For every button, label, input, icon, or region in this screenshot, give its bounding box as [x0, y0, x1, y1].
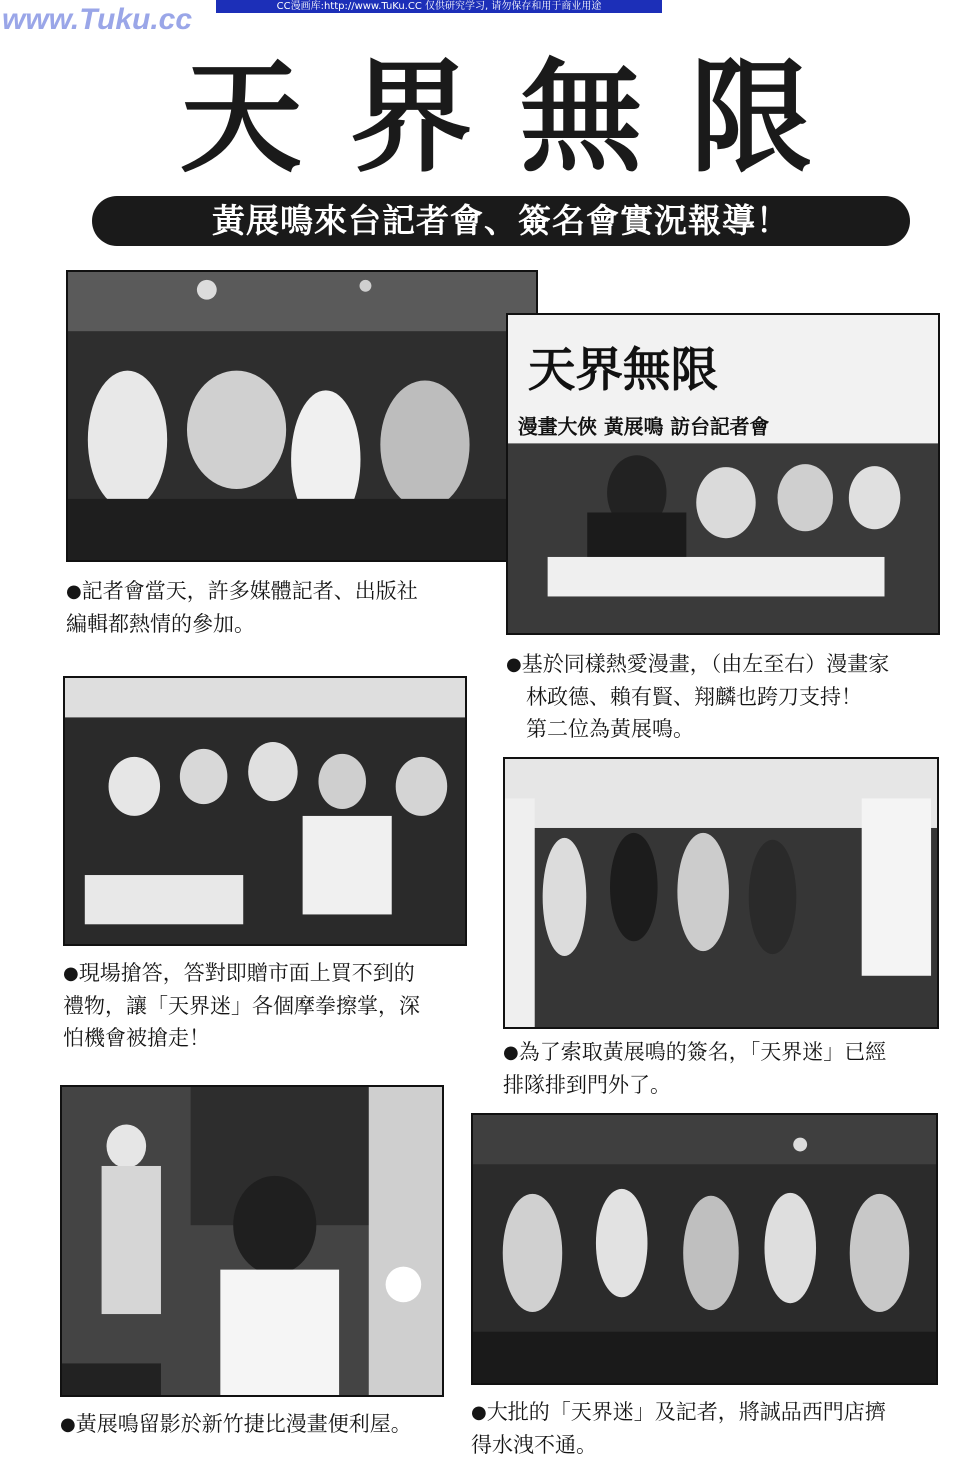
caption-quiz-crowd: ●現場搶答，答對即贈市面上買不到的 禮物，讓「天界迷」各個摩拳擦掌，深 怕機會被搶走！: [63, 961, 420, 1050]
caption-artists-table: ●基於同樣熱愛漫畫，（由左至右）漫畫家 林政德、賴有賢、翔麟也跨刀支持！ 第二位為黃展鳴。: [506, 652, 890, 741]
photo-artists-table: [506, 313, 940, 635]
photo-press-conference: [66, 270, 538, 562]
poster-title-text: 天界無限: [527, 342, 718, 399]
poster-banner-text: 漫畫大俠 黃展鳴 訪台記者會: [517, 415, 770, 439]
photo-comic-shop: [60, 1085, 444, 1397]
page-title: 天界無限: [180, 45, 860, 189]
watermark-banner: CC漫画库:http://www.TuKu.CC 仅供研究学习, 请勿保存和用于商业用途: [216, 0, 662, 13]
photo-bookstore-crowd: [471, 1113, 938, 1385]
subtitle-banner: 黃展鳴來台記者會、簽名會實況報導！: [92, 196, 910, 246]
caption-autograph-queue: ●為了索取黃展鳴的簽名，「天界迷」已經 排隊排到門外了。: [503, 1040, 887, 1097]
photo-quiz-crowd: [63, 676, 467, 946]
photo-autograph-queue: [503, 757, 939, 1029]
caption-press-conference: ●記者會當天，許多媒體記者、出版社 編輯都熱情的參加。: [66, 579, 418, 636]
caption-comic-shop: ●黃展鳴留影於新竹捷比漫畫便利屋。: [60, 1412, 412, 1436]
caption-bookstore-crowd: ●大批的「天界迷」及記者，將誠品西門店擠 得水洩不通。: [471, 1400, 886, 1457]
watermark-logo: www.Tuku.cc: [2, 3, 193, 36]
